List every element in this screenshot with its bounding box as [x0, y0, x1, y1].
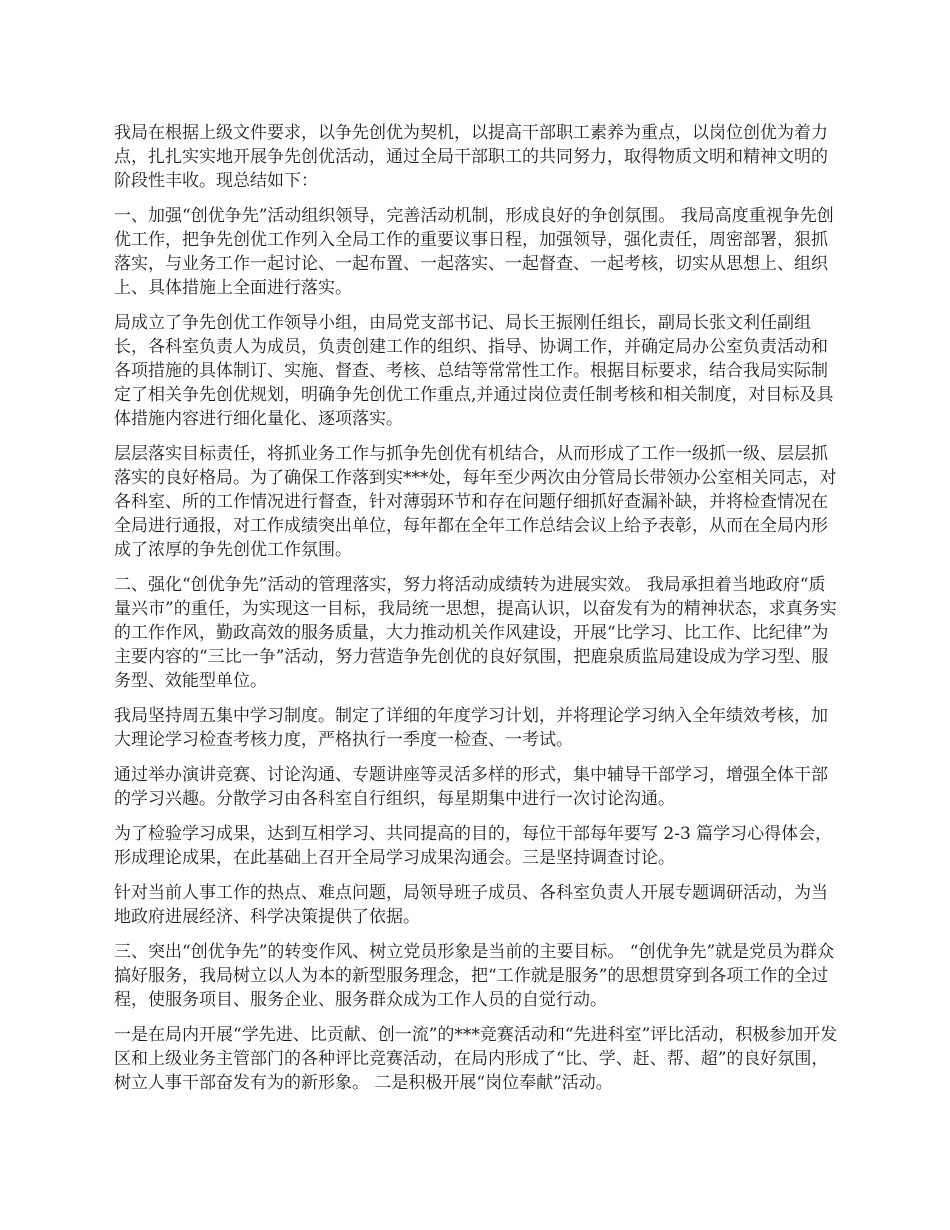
- document-body: [114, 121, 840, 1106]
- paragraph-study-results: 为了检验学习成果，达到互相学习、共同提高的目的，每位干部每年要写 2-3 篇学习心得体会，形成理论成果，在此基础上召开全局学习成果沟通会。三是坚持调查讨论。: [114, 824, 833, 868]
- paragraph-study-system: 我局坚持周五集中学习制度。制定了详细的年度学习计划，并将理论学习纳入全年绩效考核，加大理论学习检查考核力度，严格执行一季度一检查、一考试。: [114, 706, 828, 750]
- paragraph-leadership-group: 局成立了争先创优工作领导小组，由局党支部书记、局长王振刚任组长，副局长张文利任副组长，各科室负责人为成员，负责创建工作的组织、指导、协调工作，并确定局办公室负责活动和各项措施的具体制订、实施、督查、考核、总结等常常性工作。根据目标要求，结合我局实际制定了相关争先创优规划，明确争先创优工作重点,并通过岗位责任制考核和相关制度，对目标及具体措施内容进行细化量化、逐项落实。: [114, 313, 834, 429]
- paragraph-research: 针对当前人事工作的热点、难点问题，局领导班子成员、各科室负责人开展专题调研活动，为当地政府进展经济、科学决策提供了依据。: [114, 883, 828, 927]
- paragraph-study-forms: 通过举办演讲竞赛、讨论沟通、专题讲座等灵活多样的形式，集中辅导干部学习，增强全体干部的学习兴趣。分散学习由各科室自行组织，每星期集中进行一次讨论沟通。: [114, 765, 828, 809]
- paragraph-section-one: 一、加强“创优争先”活动组织领导，完善活动机制，形成良好的争创氛围。 我局高度重视争先创优工作，把争先创优工作列入全局工作的重要议事日程，加强领导，强化责任，周密部署，狠抓落实，与业务工作一起讨论、一起布置、一起落实、一起督查、一起考核，切实从思想上、组织上、具体措施上全面进行落实。: [114, 206, 834, 298]
- paragraph-responsibility: 层层落实目标责任，将抓业务工作与抓争先创优有机结合，从而形成了工作一级抓一级、层层抓落实的良好格局。为了确保工作落到实***处，每年至少两次由分管局长带领办公室相关同志，对各科室、所的工作情况进行督查，针对薄弱环节和存在问题仔细抓好查漏补缺，并将检查情况在全局进行通报，对工作成绩突出单位，每年都在全年工作总结会议上给予表彰，从而在全局内形成了浓厚的争先创优工作氛围。: [114, 444, 837, 560]
- paragraph-section-two: 二、强化“创优争先”活动的管理落实，努力将活动成绩转为进展实效。 我局承担着当地政府“质量兴市”的重任，为实现这一目标，我局统一思想，提高认识，以奋发有为的精神状态，求真务实的工作作风，勤政高效的服务质量，大力推动机关作风建设，开展“比学习、比工作、比纪律”为主要内容的“三比一争”活动，努力营造争先创优的良好氛围，把鹿泉质监局建设成为学习型、服务型、效能型单位。: [114, 575, 837, 691]
- paragraph-intro: 我局在根据上级文件要求，以争先创优为契机，以提高干部职工素养为重点，以岗位创优为着力点，扎扎实实地开展争先创优活动，通过全局干部职工的共同努力，取得物质文明和精神文明的阶段性丰收。现总结如下：: [114, 123, 828, 191]
- paragraph-section-three: 三、突出“创优争先”的转变作风、树立党员形象是当前的主要目标。 “创优争先”就是党员为群众搞好服务，我局树立以人为本的新型服务理念，把“工作就是服务”的思想贯穿到各项工作的全过程，使服务项目、服务企业、服务群众成为工作人员的自觉行动。: [114, 942, 835, 1010]
- paragraph-competition: 一是在局内开展“学先进、比贡献、创一流”的***竞赛活动和“先进科室”评比活动，积极参加开发区和上级业务主管部门的各种评比竞赛活动，在局内形成了“比、学、赶、帮、超”的良好氛围，树立人事干部奋发有为的新形象。 二是积极开展“岗位奉献”活动。: [114, 1025, 838, 1093]
